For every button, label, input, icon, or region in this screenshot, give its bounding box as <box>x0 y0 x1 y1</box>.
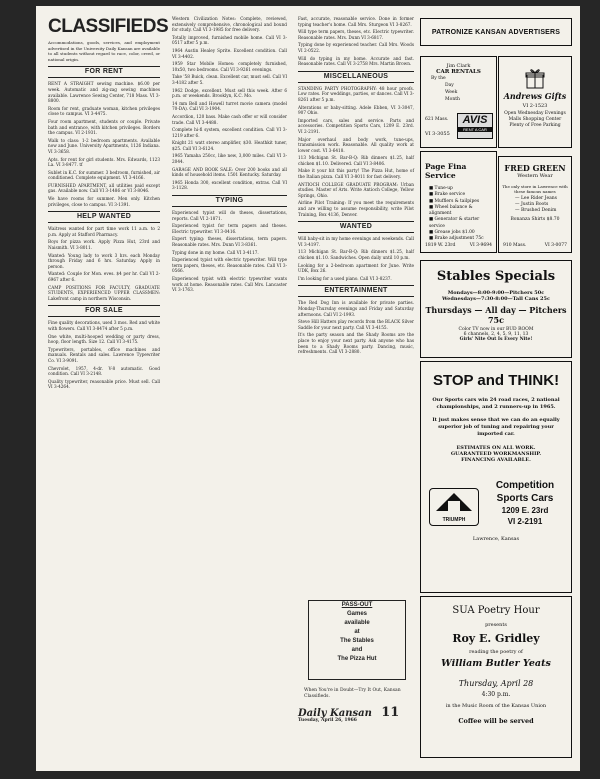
stables-line5: 6 channels, 2, 4, 5, 9, 11, 13 <box>463 332 529 337</box>
classified-ad: CAMP POSITIONS FOR FACULTY, GRADUATE STUDENTS, EXPERIENCED UPPER CLASSMEN: Lakefront camp in northern Wisconsin. <box>48 284 160 301</box>
classified-ad: The Red Dog Inn is available for private parties. Monday-Thursday evenings and Friday and Saturday afternoons. Call VI 2-1993. <box>298 300 414 317</box>
section-header: HELP WANTED <box>48 211 160 223</box>
classified-ad: 1965 Honda 300, excellent condition, extras. Call VI 3-1128. <box>172 179 287 191</box>
andrews-line3: Plenty of Free Parking <box>509 123 561 128</box>
section-header: FOR RENT <box>48 66 160 78</box>
classified-ad: ANTIOCH COLLEGE GRADUATE PROGRAM: Urban studies. Master of Arts. Write Antioch College, Yellow Springs, Ohio. <box>298 181 414 198</box>
sportscars-title: Sports Cars <box>496 493 554 504</box>
section-header: TYPING <box>172 195 287 207</box>
classified-ad: Quality typewriter, reasonable price. Must sell. Call VI 3-4264. <box>48 378 160 390</box>
stables-title: Stables Specials <box>436 269 556 284</box>
triumph-logo <box>429 488 479 526</box>
classified-ad: Chevrolet, 1957, 4-dr. V-8 automatic. Good condition. Call VI 3-2148. <box>48 365 160 377</box>
classified-ad: Typing done by experienced teacher. Call Mrs. Woods VI 2-0522. <box>298 42 414 53</box>
classified-ad: 1959 Star Mobile Homes: completely furnished, 10x50, two bedrooms. Call VI 3-9261 evenings. <box>172 61 287 72</box>
sua-reader: Roy E. Gridley <box>452 632 540 645</box>
classified-ad: 1962 Dodge, excellent. Must sell this week. After 6 p.m. or weekends. Brooklyn, K.C. Mo. <box>172 87 287 99</box>
classified-ad: Imported cars, sales and service. Parts and accessories. Competition Sports Cars, 1209 E. 23rd. VI 2-2191. <box>298 117 414 134</box>
avis-logo <box>457 113 493 139</box>
classified-ad: Will baby-sit in my home evenings and weekends. Call VI 3-4197. <box>298 236 414 247</box>
sua-presents: presents <box>485 622 507 628</box>
list-item-text: Mufflers & tailpipes <box>434 198 480 204</box>
sua-location: in the Music Room of the Kansas Union <box>445 703 547 709</box>
andrews-name: Andrews Gifts <box>503 91 567 101</box>
section-header: MISCELLANEOUS <box>298 71 414 83</box>
triumph-emblem-icon <box>434 491 474 513</box>
classified-ad: 14 mm Bell and Howell turret movie camera (model 70-DA). Call VI 3-1904. <box>172 100 287 112</box>
sua-coffee: Coffee will be served <box>458 717 534 725</box>
classified-ad: FURNISHED APARTMENT, all utilities paid except gas. Available now. Call VI 3-1486 or VI 3-8046. <box>48 182 160 194</box>
bullet-icon: ■ <box>429 230 435 236</box>
list-item <box>429 217 496 230</box>
bullet-icon: ■ <box>429 198 435 204</box>
classified-ad: Knight 21 watt stereo amplifier, $30. Heathkit tuner, $25. Call VI 3-6124. <box>172 140 287 151</box>
list-item-text: Grease jobs $1.00 <box>434 230 475 236</box>
classified-ad: Accordion, 120 bass. Make cash offer or will consider trade. Call VI 3-4488. <box>172 113 287 125</box>
fred-green-ad <box>498 156 572 253</box>
stop-and-think-ad <box>420 361 572 593</box>
bullet-icon: — <box>515 196 521 201</box>
stop-line5: FINANCING AVAILABLE. <box>461 457 531 463</box>
newspaper-page <box>36 6 580 771</box>
sua-poet: William Butler Yeats <box>441 658 551 669</box>
classified-ad: Looking for a 2-bedroom apartment for June. Write UDK, Box 26. <box>298 262 414 274</box>
classified-ad: We have rooms for summer. Men only. Kitchen privileges, close to campus. VI 3-1391. <box>48 196 160 207</box>
stables-line1: Mondays—8:00-9:00—Pitchers 50c <box>447 290 545 296</box>
column-3-sections <box>298 16 414 355</box>
classified-ad: Will type term papers, theses, etc. Electric typewriter. Reasonable rates. Mrs. Dunn VI 3-6817. <box>298 29 414 40</box>
competition-title: Competition <box>495 480 555 491</box>
classified-ad: Take '58 Buick, clean. Excellent car, must sell. Call VI 3-4182 after 5. <box>172 74 287 85</box>
classified-ad: Experienced typist for term papers and theses. Electric typewriter. VI 3-0416. <box>172 223 287 234</box>
passout-line7: The Pizza Hut <box>337 656 377 662</box>
avis-logo-bottom: RENT A CAR <box>458 127 492 132</box>
carrental-week: Week <box>445 90 458 95</box>
stables-line6: Girls' Nite Out Is Every Nite! <box>459 337 533 342</box>
fredgreen-brand-list <box>515 196 571 214</box>
stop-para2: It just makes sense that we can do an equally superior job of tuning and repairing your imported car. <box>432 417 560 437</box>
page-footer <box>298 705 414 723</box>
classified-ad: Expert typing: theses, dissertations, term papers. Reasonable rates. Mrs. Dunn VI 3-8361. <box>172 236 287 247</box>
classified-ad: One white, multi-hooped wedding or party dress, hoop, floor length. Size 12. Call VI 3-4175. <box>48 333 160 345</box>
passout-line6: and <box>351 647 363 653</box>
andrews-gifts-ad <box>498 56 572 148</box>
classified-ad: 1964 Austin Healey Sprite. Excellent condition. Call VI 3-4402. <box>172 47 287 59</box>
carrental-month: Month <box>445 97 460 102</box>
stables-specials-ad <box>420 260 572 358</box>
classified-ad: 113 Michigan St. Bar-B-Q: Rib dinners $1.25, half chicken $1.10. Delivered. Call VI 3-8406. <box>298 155 414 166</box>
classified-ad: RENT A STRAIGHT sewing machine. $6.00 per week. Automatic and zig-zag sewing machines available. Lawrence Sewing Center, 718 Mass. VI 3-8800. <box>48 81 160 104</box>
passout-line3: available <box>344 620 370 626</box>
carrental-name: Jim Clark <box>446 63 471 69</box>
classified-ad: Experienced typist with electric typewriter. Will type term papers, theses, etc. Reasonable rates. Call VI 3-0566. <box>172 257 287 274</box>
classifieds-column-3 <box>298 16 414 771</box>
classified-ad: I'm looking for a used piano. Call VI 3-8237. <box>298 275 392 281</box>
classified-ad: Airline Pilot Training: If you meet the requirements and are willing to assume responsibility, write Pilot Training, Box 4136, Denver. <box>298 200 414 217</box>
classified-ad: Western Civilization Notes: Complete, reviewed, extensively comprehensive, chronological and bound for study. Call VI 3-1985 for free delivery. <box>172 16 287 33</box>
bullet-icon: — <box>515 202 521 207</box>
classified-ad: Totally improved, furnished mobile home. Call VI 3-0517 after 5 p.m. <box>172 34 287 46</box>
classified-ad: Apts. for rent for girl students. Mrs. Edwards, 1123 La. VI 3-8477. tf <box>48 156 160 168</box>
classified-ad: Alterations or baby-sitting. Adele Ebben, VI 3-3047, 907 Ohio. <box>298 104 414 116</box>
classified-ad: Complete hi-fi system, excellent condition. Call VI 3-1219 after 6. <box>172 127 287 138</box>
list-item-text: Brushed Denim <box>520 208 557 213</box>
fredgreen-line1: The only store in Lawrence with these famous names <box>502 184 568 194</box>
passout-line1: PASS-OUT <box>341 602 373 608</box>
stables-line2: Wednesdays—7:30-8:00—Tall Cans 25c <box>441 296 551 302</box>
stables-line4: Color TV now in our BUD ROOM <box>458 327 534 332</box>
list-item-text: Brake service <box>434 192 466 198</box>
classified-ad: GARAGE AND BOOK SALE: Over 200 books and all kinds of household items. 1501 Kentucky. Saturday. <box>172 166 287 178</box>
classified-ad: Walk to class: 1-2 bedroom apartments. Available now and June. University Apartments, 1126 Indiana. VI 3-3658. <box>48 137 160 154</box>
bullet-icon: ■ <box>429 204 435 210</box>
pagefina-phone: VI 3-9694 <box>469 243 492 248</box>
carrental-address: 621 Mass. <box>425 117 449 122</box>
classified-ad: Sublet in K.C. for summer. 3 bedroom, furnished, air conditioned. Complete equipment. VI 3-4166. <box>48 169 160 181</box>
classified-ad: Wanted: Couple for Mon. eves. $4 per hr. Call VI 2-6967 after 6. <box>48 271 160 282</box>
classifieds-column-2 <box>172 16 287 771</box>
pagefina-service-list <box>429 186 496 243</box>
classified-ad: STANDING PARTY PHOTOGRAPHY: 48 hour proofs. Low rates. For weddings, parties, or dances. Call VI 3-8261 after 5 p.m. <box>298 85 414 102</box>
gift-box-icon <box>524 67 546 89</box>
fredgreen-address: 910 Mass. <box>503 243 527 248</box>
classified-ad: Experienced typist with electric typewriter wants work at home. Reasonable rates. Call Mrs. Lancaster VI 3-1763. <box>172 275 287 293</box>
sua-poetry-hour-ad <box>420 596 572 758</box>
pagefina-address: 1819 W. 23rd <box>425 243 456 248</box>
stop-phone: VI 2-2191 <box>507 517 543 526</box>
list-item-text: Generator & starter service <box>429 217 480 229</box>
passout-line4: at <box>354 629 360 635</box>
classifieds-column-1 <box>48 6 169 766</box>
sua-reading-of: reading the poetry of <box>469 649 523 655</box>
column-1-sections <box>48 66 160 390</box>
banner-text: PATRONIZE KANSAN ADVERTISERS <box>431 28 561 36</box>
fredgreen-phone: VI 3-0077 <box>544 243 567 248</box>
andrews-line1: Open Wednesday Evenings <box>504 111 566 116</box>
sua-title: SUA Poetry Hour <box>452 605 540 616</box>
paper-name: Daily Kansan <box>298 708 372 719</box>
bullet-icon: ■ <box>429 236 435 242</box>
list-item <box>429 205 496 218</box>
stables-line3: Thursdays — All day — Pitchers 75c <box>425 305 567 325</box>
fredgreen-line2: Bonanza Shirts $8.70 <box>510 217 560 222</box>
sua-time: 4:30 p.m. <box>481 691 511 698</box>
classified-ad: Typing done in my home. Call VI 3-4117. <box>172 249 259 255</box>
stop-line3: ESTIMATES ON ALL WORK. <box>456 445 536 451</box>
column-2-sections <box>172 16 287 293</box>
page-date: Tuesday, April 26, 1966 <box>298 717 357 723</box>
bullet-icon: ■ <box>429 192 435 198</box>
andrews-line2: Malls Shopping Center <box>508 117 562 122</box>
stop-address: 1209 E. 23rd <box>501 506 549 515</box>
classified-ad: Make it your hit this party! The Pizza Hut, home of the Italian pizza. Call VI 3-8011 for fast delivery. <box>298 168 414 180</box>
classified-ad: 1965 Yamaha 250cc, like new, 3,000 miles. Call VI 3-2044. <box>172 153 287 165</box>
sua-date: Thursday, April 28 <box>458 679 534 688</box>
list-item-text: Wheel balance & alignment <box>429 204 473 217</box>
classified-ad: Will do typing in my home. Accurate and fast. Reasonable rates. Call VI 3-2758 Mrs. Martin Brown. <box>298 55 414 67</box>
list-item-text: Tune-up <box>434 186 453 191</box>
stop-line4: GUARANTEED WORKMANSHIP. <box>450 451 542 457</box>
list-item-text: Brake adjustment 75c <box>434 236 484 242</box>
classified-ad: It's the party season and the Shady Rooms are the place to enjoy your next party. Ask anyone who has been to a Shady Rooms party. Dancing, music, refreshments. Call VI 3-2880. <box>298 332 414 355</box>
stop-city: Lawrence, Kansas <box>472 536 520 542</box>
classified-ad: Steve Hill Hatters play records from the BLACK Silver Saddle for your next party. Call VI 3-4155. <box>298 319 414 330</box>
list-item <box>429 236 496 242</box>
stop-title: STOP and THINK! <box>432 372 560 389</box>
patronize-banner <box>420 18 572 46</box>
passout-line5: The Stables <box>340 638 374 644</box>
triumph-brand: TRIUMPH <box>442 517 466 523</box>
section-header: ENTERTAINMENT <box>298 285 414 297</box>
section-header: FOR SALE <box>48 305 160 317</box>
classifieds-intro: Accommodations, goods, services, and employment advertised in the University Daily Kansan are available to all students without regard to race, color, creed, or national origin. <box>48 40 160 62</box>
page-number: 11 <box>381 705 400 720</box>
avis-logo-top: AVIS <box>462 114 488 126</box>
classified-ad: Fine quality decorations, used 3 mos. Red and white with flowers. Call VI 3-8474 after 5 p.m. <box>48 320 160 331</box>
stop-para1: Our Sports cars win 24 road races, 2 national championships, and 2 runners-up in 1965. <box>432 397 560 410</box>
fredgreen-sub: Western Wear <box>517 173 553 179</box>
carrental-phone: VI 3-3055 <box>425 131 450 137</box>
fredgreen-title: FRED GREEN <box>504 163 566 173</box>
page-fina-ad <box>420 151 497 253</box>
bullet-icon: ■ <box>429 186 435 191</box>
list-item <box>515 208 571 214</box>
bullet-icon: ■ <box>429 217 435 223</box>
carrental-day: Day <box>445 83 454 88</box>
list-item-text: Justin Boots <box>520 202 549 207</box>
bullet-icon: — <box>515 208 521 213</box>
section-header: WANTED <box>298 221 414 233</box>
list-item-text: Lee Rider Jeans <box>520 196 557 201</box>
classified-ad: Experienced typist will do theses, dissertations, reports. Call VI 2-1871. <box>172 210 287 221</box>
classified-ad: Waitress wanted for part time work 11 a.m. to 2 p.m. Apply at Stafford Pharmacy. <box>48 226 160 237</box>
classified-ad: Boys for pizza work. Apply Pizza Hut, 23rd and Naismith. VI 3-8011. <box>48 239 160 251</box>
classified-ad: Fast, accurate, reasonable service. Done in former typing teacher's home. Call Mrs. Sturgeon VI 3-8267. <box>298 16 414 27</box>
classified-ad: Major overhaul and body work, tune-ups, transmission work. Reasonable. All quality work at lower cost. VI 3-6418. <box>298 136 414 153</box>
andrews-phone: VI 2-1523 <box>522 103 548 109</box>
classified-ad: Typewriters, portables, office machines and manuals. Rentals and sales. Lawrence Typewriter Co. VI 3-9091. <box>48 346 160 363</box>
classified-ad: Wanted: Young lady to work 3 hrs. each Monday through Friday and 6 hrs. Saturday. Apply in person. <box>48 252 160 269</box>
passout-line2: Games <box>346 611 367 617</box>
footer-note: When You're in Doubt—Try It Out, Kansan Classifieds. <box>304 688 401 699</box>
classified-ad: 113 Michigan St. Bar-B-Q: Rib dinners $1.25, half chicken $1.10. Sandwiches. Open daily until 10 p.m. <box>298 249 414 260</box>
car-rentals-ad <box>420 56 497 148</box>
carrental-title: CAR RENTALS <box>436 69 481 75</box>
carrental-by: By the <box>431 76 446 81</box>
classified-ad: Four room apartment, students or couple. Private bath and entrance, with kitchen privileges. Borders the campus. VI 2-1931. <box>48 118 160 136</box>
classifieds-title: CLASSIFIEDS <box>48 16 169 37</box>
classified-ad: Room for rent, graduate woman, kitchen privileges close to campus. VI 3-4475. <box>48 105 160 117</box>
pagefina-title: Page Fina Service <box>425 162 467 180</box>
pass-out-games-box <box>308 600 406 680</box>
